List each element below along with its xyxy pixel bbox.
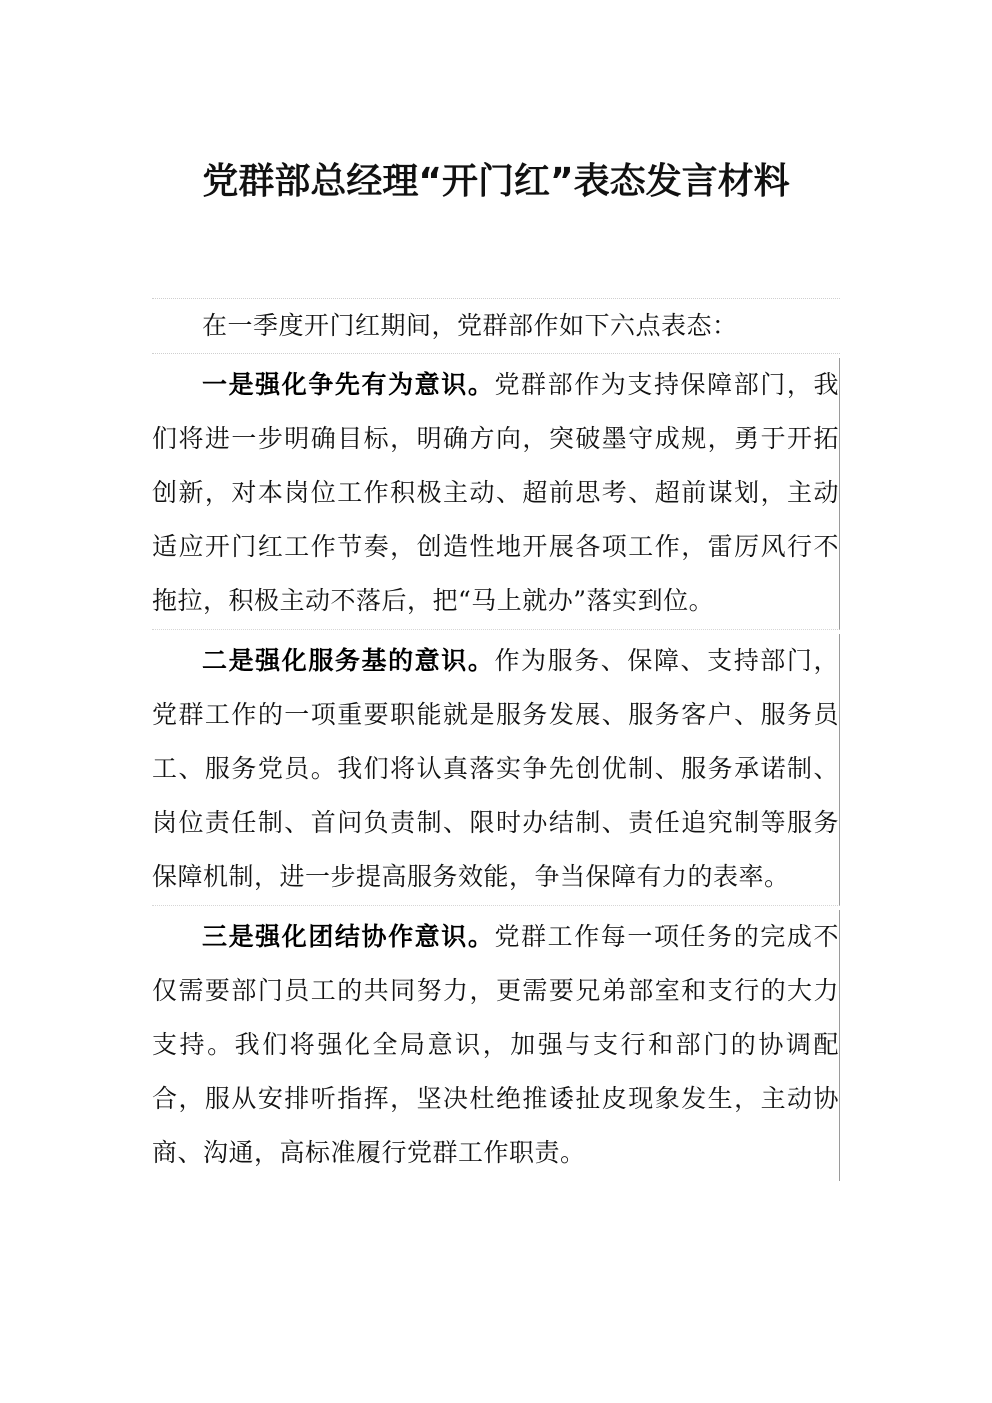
section-body-1: 党群部作为支持保障部门，我们将进一步明确目标，明确方向，突破墨守成规，勇于开拓创新，对本岗位工作积极主动、超前思考、超前谋划，主动适应开门红工作节奏，创造性地开展各项工作，雷厉风行不拖拉，积极主动不落后，把“马上就办”落实到位。	[152, 370, 839, 615]
section-lead-3: 三是强化团结协作意识。	[202, 922, 495, 951]
section-paragraph-2	[152, 634, 840, 906]
section-paragraph-3	[152, 910, 840, 1181]
section-body-2: 作为服务、保障、支持部门，党群工作的一项重要职能就是服务发展、服务客户、服务员工、服务党员。我们将认真落实争先创优制、服务承诺制、岗位责任制、首问负责制、限时办结制、责任追究制等服务保障机制，进一步提高服务效能，争当保障有力的表率。	[152, 646, 839, 891]
intro-paragraph: 在一季度开门红期间，党群部作如下六点表态：	[152, 298, 840, 354]
document-body	[152, 298, 840, 1185]
section-lead-2: 二是强化服务基的意识。	[202, 646, 495, 675]
section-paragraph-1	[152, 358, 840, 630]
section-lead-1: 一是强化争先有为意识。	[202, 370, 495, 399]
section-body-3: 党群工作每一项任务的完成不仅需要部门员工的共同努力，更需要兄弟部室和支行的大力支持。我们将强化全局意识，加强与支行和部门的协调配合，服从安排听指挥，坚决杜绝推诿扯皮现象发生，主动协商、沟通，高标准履行党群工作职责。	[152, 922, 839, 1167]
document-title: 党群部总经理“开门红”表态发言材料	[202, 161, 790, 202]
